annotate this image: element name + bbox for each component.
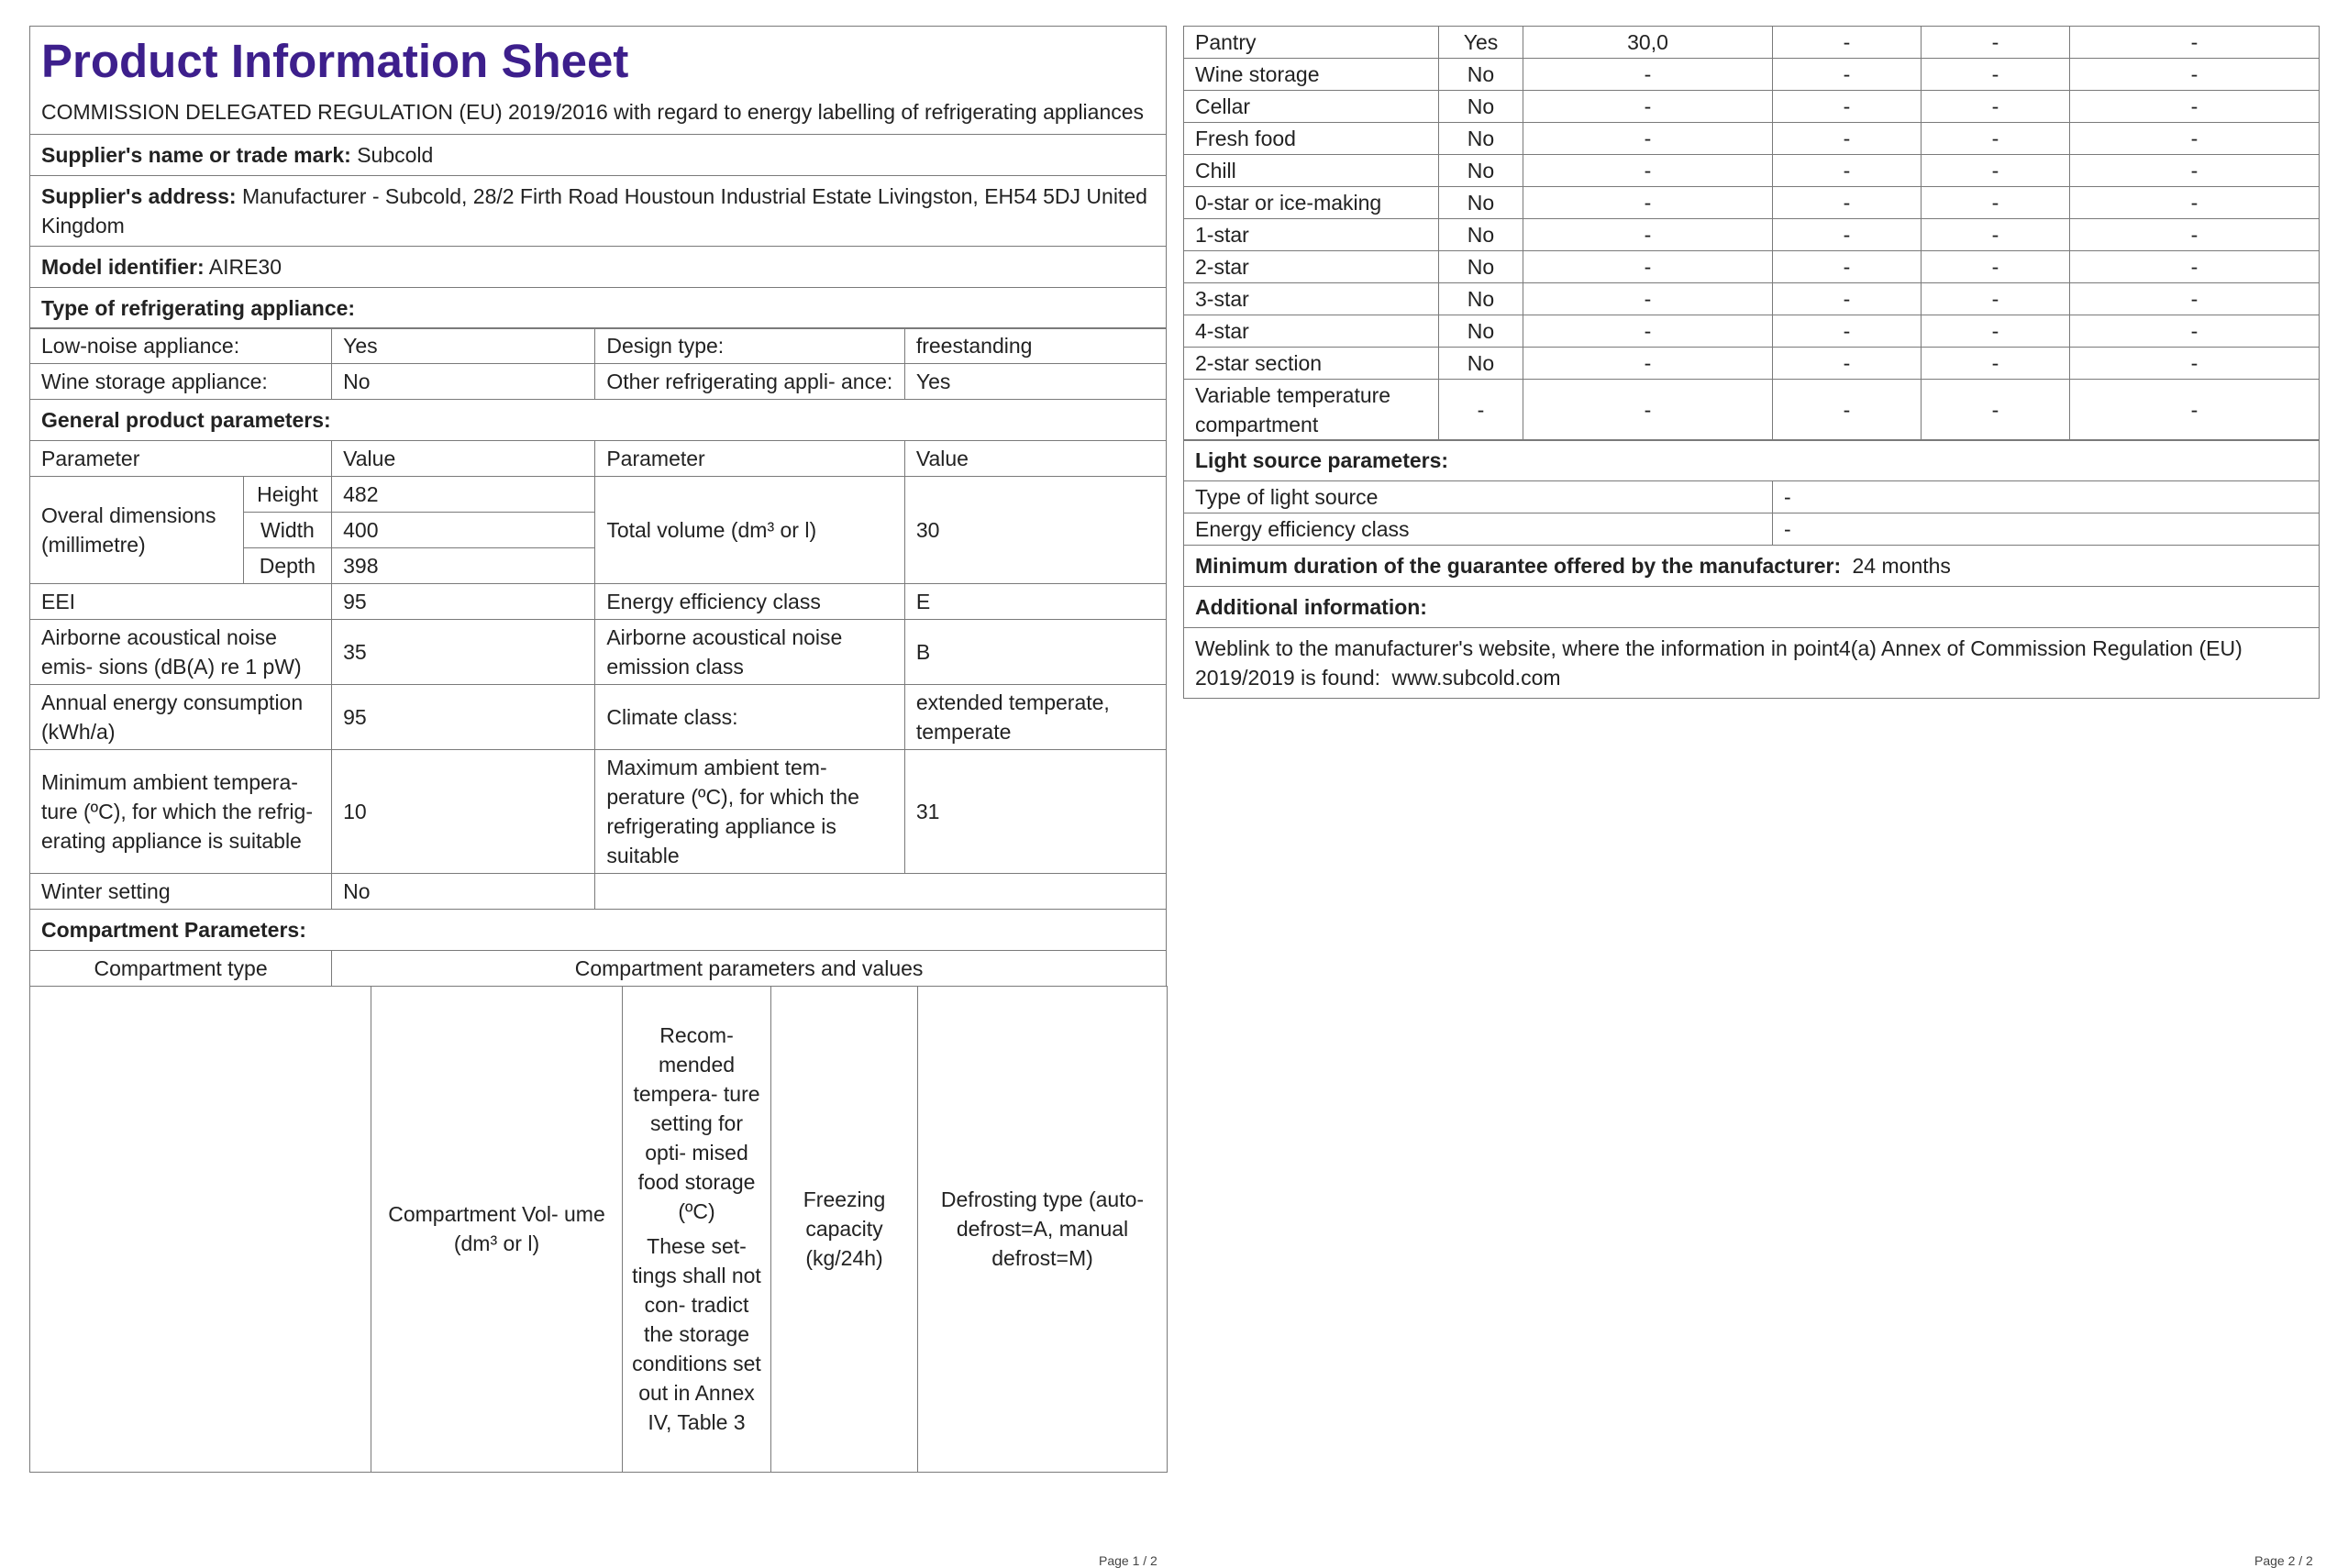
compartment-value-cell: -: [1523, 380, 1773, 441]
supplier-address-value: Manufacturer - Subcold, 28/2 Firth Road Houstoun Industrial Estate Livingston, EH54 5DJ United Kingdom: [41, 184, 1147, 237]
compartment-value-cell: No: [1439, 315, 1523, 348]
header-table: [29, 26, 1167, 329]
compartment-value-cell: -: [1773, 155, 1922, 187]
compartment-row: [1184, 123, 2320, 155]
annual-consumption-label: Annual energy consumption (kWh/a): [30, 685, 332, 750]
compartment-value-cell: -: [1523, 283, 1773, 315]
min-ambient-value: 10: [332, 750, 595, 874]
guarantee-label: Minimum duration of the guarantee offered by the manufacturer:: [1195, 554, 1842, 579]
compartment-row: [1184, 251, 2320, 283]
compartment-value-cell: -: [1523, 91, 1773, 123]
compartment-value-cell: -: [2070, 251, 2320, 283]
compartment-value-cell: -: [2070, 380, 2320, 441]
guarantee-row: [1184, 546, 2320, 587]
compartment-volume-header: Compartment Vol- ume (dm³ or l): [371, 986, 623, 1472]
depth-value: 398: [332, 548, 595, 584]
width-value: 400: [332, 513, 595, 548]
light-type-label: Type of light source: [1184, 481, 1773, 513]
compartment-value-cell: -: [2070, 348, 2320, 380]
low-noise-label: Low-noise appliance:: [30, 328, 332, 364]
empty-cell: [595, 874, 1167, 910]
compartment-row: [1184, 315, 2320, 348]
compartment-type-cell: 2-star: [1184, 251, 1439, 283]
compartment-value-cell: -: [1773, 251, 1922, 283]
compartment-value-cell: -: [1523, 315, 1773, 348]
dimensions-label: Overal dimensions (millimetre): [30, 477, 244, 584]
compartment-value-cell: -: [1922, 380, 2070, 441]
compartment-row: [1184, 187, 2320, 219]
compartment-value-cell: -: [1922, 123, 2070, 155]
energy-class-value: E: [904, 584, 1166, 620]
noise-label: Airborne acoustical noise emis- sions (dB(A) re 1 pW): [30, 620, 332, 685]
compartment-type-cell: Pantry: [1184, 27, 1439, 59]
compartment-value-cell: No: [1439, 251, 1523, 283]
compartment-value-cell: 30,0: [1523, 27, 1773, 59]
light-source-table: [1183, 439, 2320, 699]
compartment-value-cell: -: [1922, 59, 2070, 91]
light-source-heading: Light source parameters:: [1184, 440, 2320, 481]
model-value: AIRE30: [208, 255, 282, 279]
winter-setting-label: Winter setting: [30, 874, 332, 910]
compartment-type-cell: 4-star: [1184, 315, 1439, 348]
page-2: [1183, 26, 2319, 699]
compartment-value-cell: No: [1439, 91, 1523, 123]
compartment-type-cell: Fresh food: [1184, 123, 1439, 155]
supplier-name-label: Supplier's name or trade mark:: [41, 143, 351, 167]
appliance-type-heading: Type of refrigerating appliance:: [30, 288, 1167, 329]
additional-info-heading: Additional information:: [1184, 587, 2320, 628]
design-type-value: freestanding: [904, 328, 1166, 364]
compartment-value-cell: -: [1922, 251, 2070, 283]
compartment-value-cell: -: [1773, 315, 1922, 348]
compartment-value-cell: -: [1773, 219, 1922, 251]
compartment-value-cell: -: [1439, 380, 1523, 441]
compartment-type-cell: Variable temperature compartment: [1184, 380, 1439, 441]
compartment-value-cell: -: [1523, 187, 1773, 219]
compartment-value-cell: -: [1922, 91, 2070, 123]
compartment-value-cell: -: [1922, 187, 2070, 219]
compartment-type-cell: 1-star: [1184, 219, 1439, 251]
compartment-value-cell: -: [1922, 283, 2070, 315]
compartment-value-cell: No: [1439, 155, 1523, 187]
compartment-rows: [1184, 27, 2320, 441]
total-volume-label: Total volume (dm³ or l): [595, 477, 905, 584]
weblink-row: [1184, 628, 2320, 699]
supplier-name-row: [30, 135, 1167, 176]
compartment-value-cell: -: [2070, 155, 2320, 187]
compartment-type-cell: Wine storage: [1184, 59, 1439, 91]
compartment-value-cell: -: [1922, 219, 2070, 251]
model-row: [30, 247, 1167, 288]
compartment-value-cell: -: [2070, 91, 2320, 123]
supplier-address-row: [30, 176, 1167, 247]
compartment-value-cell: No: [1439, 187, 1523, 219]
compartment-value-cell: No: [1439, 123, 1523, 155]
compartment-value-cell: -: [1922, 348, 2070, 380]
noise-class-value: B: [904, 620, 1166, 685]
compartment-value-cell: -: [1773, 380, 1922, 441]
compartment-header-table: [29, 986, 1168, 1473]
min-ambient-label: Minimum ambient tempera- ture (ºC), for which the refrig- erating appliance is suitable: [30, 750, 332, 874]
climate-class-label: Climate class:: [595, 685, 905, 750]
compartment-row: [1184, 91, 2320, 123]
width-label: Width: [243, 513, 331, 548]
model-label: Model identifier:: [41, 255, 205, 279]
annual-consumption-value: 95: [332, 685, 595, 750]
light-class-label: Energy efficiency class: [1184, 513, 1773, 546]
compartment-value-cell: Yes: [1439, 27, 1523, 59]
wine-storage-label: Wine storage appliance:: [30, 364, 332, 400]
general-table: [29, 327, 1167, 987]
recommended-temp-note: These set- tings shall not con- tradict the storage conditions set out in Annex IV, Table 3: [632, 1234, 761, 1435]
compartment-row: [1184, 59, 2320, 91]
col-parameter-2: Parameter: [595, 441, 905, 477]
page-number-2: Page 2 / 2: [2254, 1553, 2313, 1568]
compartment-value-cell: -: [1773, 91, 1922, 123]
noise-value: 35: [332, 620, 595, 685]
recommended-temp-header: [623, 986, 771, 1472]
winter-setting-value: No: [332, 874, 595, 910]
design-type-label: Design type:: [595, 328, 905, 364]
depth-label: Depth: [243, 548, 331, 584]
compartment-row: [1184, 348, 2320, 380]
total-volume-value: 30: [904, 477, 1166, 584]
col-value-2: Value: [904, 441, 1166, 477]
other-appliance-label: Other refrigerating appli- ance:: [595, 364, 905, 400]
guarantee-value: 24 months: [1852, 554, 1951, 579]
noise-class-label: Airborne acoustical noise emission class: [595, 620, 905, 685]
compartment-value-cell: No: [1439, 283, 1523, 315]
compartment-value-cell: -: [1523, 348, 1773, 380]
supplier-address-label: Supplier's address:: [41, 184, 237, 208]
compartment-values-table: [1183, 26, 2320, 441]
compartment-row: [1184, 283, 2320, 315]
compartment-value-cell: -: [1922, 27, 2070, 59]
compartment-value-cell: -: [1523, 123, 1773, 155]
page-number-1: Page 1 / 2: [1099, 1553, 1157, 1568]
climate-class-value: extended temperate, temperate: [904, 685, 1166, 750]
supplier-name-value: Subcold: [357, 143, 434, 167]
compartment-value-cell: No: [1439, 219, 1523, 251]
compartment-value-cell: -: [1523, 155, 1773, 187]
compartment-type-cell: 2-star section: [1184, 348, 1439, 380]
energy-class-label: Energy efficiency class: [595, 584, 905, 620]
max-ambient-value: 31: [904, 750, 1166, 874]
compartment-value-cell: -: [1773, 123, 1922, 155]
weblink-url[interactable]: www.subcold.com: [1391, 666, 1561, 690]
compartment-type-cell: 0-star or ice-making: [1184, 187, 1439, 219]
compartment-value-cell: -: [2070, 27, 2320, 59]
weblink-text: Weblink to the manufacturer's website, where the information in point4(a) Annex of Commission Regulation (EU) 2019/2019 is found:: [1195, 636, 2243, 690]
max-ambient-label: Maximum ambient tem- perature (ºC), for which the refrigerating appliance is suitable: [595, 750, 905, 874]
compartment-value-cell: -: [1922, 315, 2070, 348]
height-label: Height: [243, 477, 331, 513]
compartment-row: [1184, 27, 2320, 59]
compartment-row: [1184, 219, 2320, 251]
regulation-text: COMMISSION DELEGATED REGULATION (EU) 2019/2016 with regard to energy labelling of refrigerating appliances: [41, 100, 1145, 124]
light-type-value: -: [1773, 481, 2320, 513]
compartment-value-cell: -: [1523, 59, 1773, 91]
compartment-value-cell: No: [1439, 59, 1523, 91]
light-class-value: -: [1773, 513, 2320, 546]
col-value: Value: [332, 441, 595, 477]
compartment-value-cell: -: [1523, 219, 1773, 251]
compartment-value-cell: -: [1523, 251, 1773, 283]
compartment-type-header: Compartment type: [30, 951, 332, 987]
compartment-value-cell: -: [1773, 187, 1922, 219]
compartment-value-cell: No: [1439, 348, 1523, 380]
defrosting-type-header: Defrosting type (auto-defrost=A, manual defrost=M): [918, 986, 1168, 1472]
other-appliance-value: Yes: [904, 364, 1166, 400]
compartment-row: [1184, 155, 2320, 187]
compartment-type-cell: Cellar: [1184, 91, 1439, 123]
compartment-value-cell: -: [1773, 348, 1922, 380]
title-cell: [30, 27, 1167, 135]
page-title: Product Information Sheet: [41, 35, 629, 87]
wine-storage-value: No: [332, 364, 595, 400]
freezing-capacity-header: Freezing capacity (kg/24h): [771, 986, 918, 1472]
compartment-type-cell: Chill: [1184, 155, 1439, 187]
compartment-type-cell: 3-star: [1184, 283, 1439, 315]
compartment-value-cell: -: [1773, 283, 1922, 315]
compartment-value-cell: -: [2070, 59, 2320, 91]
eei-value: 95: [332, 584, 595, 620]
compartment-row: [1184, 380, 2320, 441]
compartment-value-cell: -: [1922, 155, 2070, 187]
height-value: 482: [332, 477, 595, 513]
compartment-parameters-heading: Compartment Parameters:: [30, 910, 1167, 951]
general-parameters-heading: General product parameters:: [30, 400, 1167, 441]
compartment-value-cell: -: [2070, 123, 2320, 155]
low-noise-value: Yes: [332, 328, 595, 364]
compartment-value-cell: -: [2070, 187, 2320, 219]
compartment-type-spacer: [30, 986, 371, 1472]
eei-label: EEI: [30, 584, 332, 620]
compartment-value-cell: -: [2070, 315, 2320, 348]
compartment-value-cell: -: [1773, 59, 1922, 91]
compartment-value-cell: -: [2070, 219, 2320, 251]
compartment-value-cell: -: [2070, 283, 2320, 315]
recommended-temp-text: Recom- mended tempera- ture setting for opti- mised food storage (ºC): [633, 1023, 760, 1224]
compartment-group-header: Compartment parameters and values: [332, 951, 1167, 987]
page-1: [29, 26, 1167, 1473]
compartment-value-cell: -: [1773, 27, 1922, 59]
col-parameter: Parameter: [30, 441, 332, 477]
